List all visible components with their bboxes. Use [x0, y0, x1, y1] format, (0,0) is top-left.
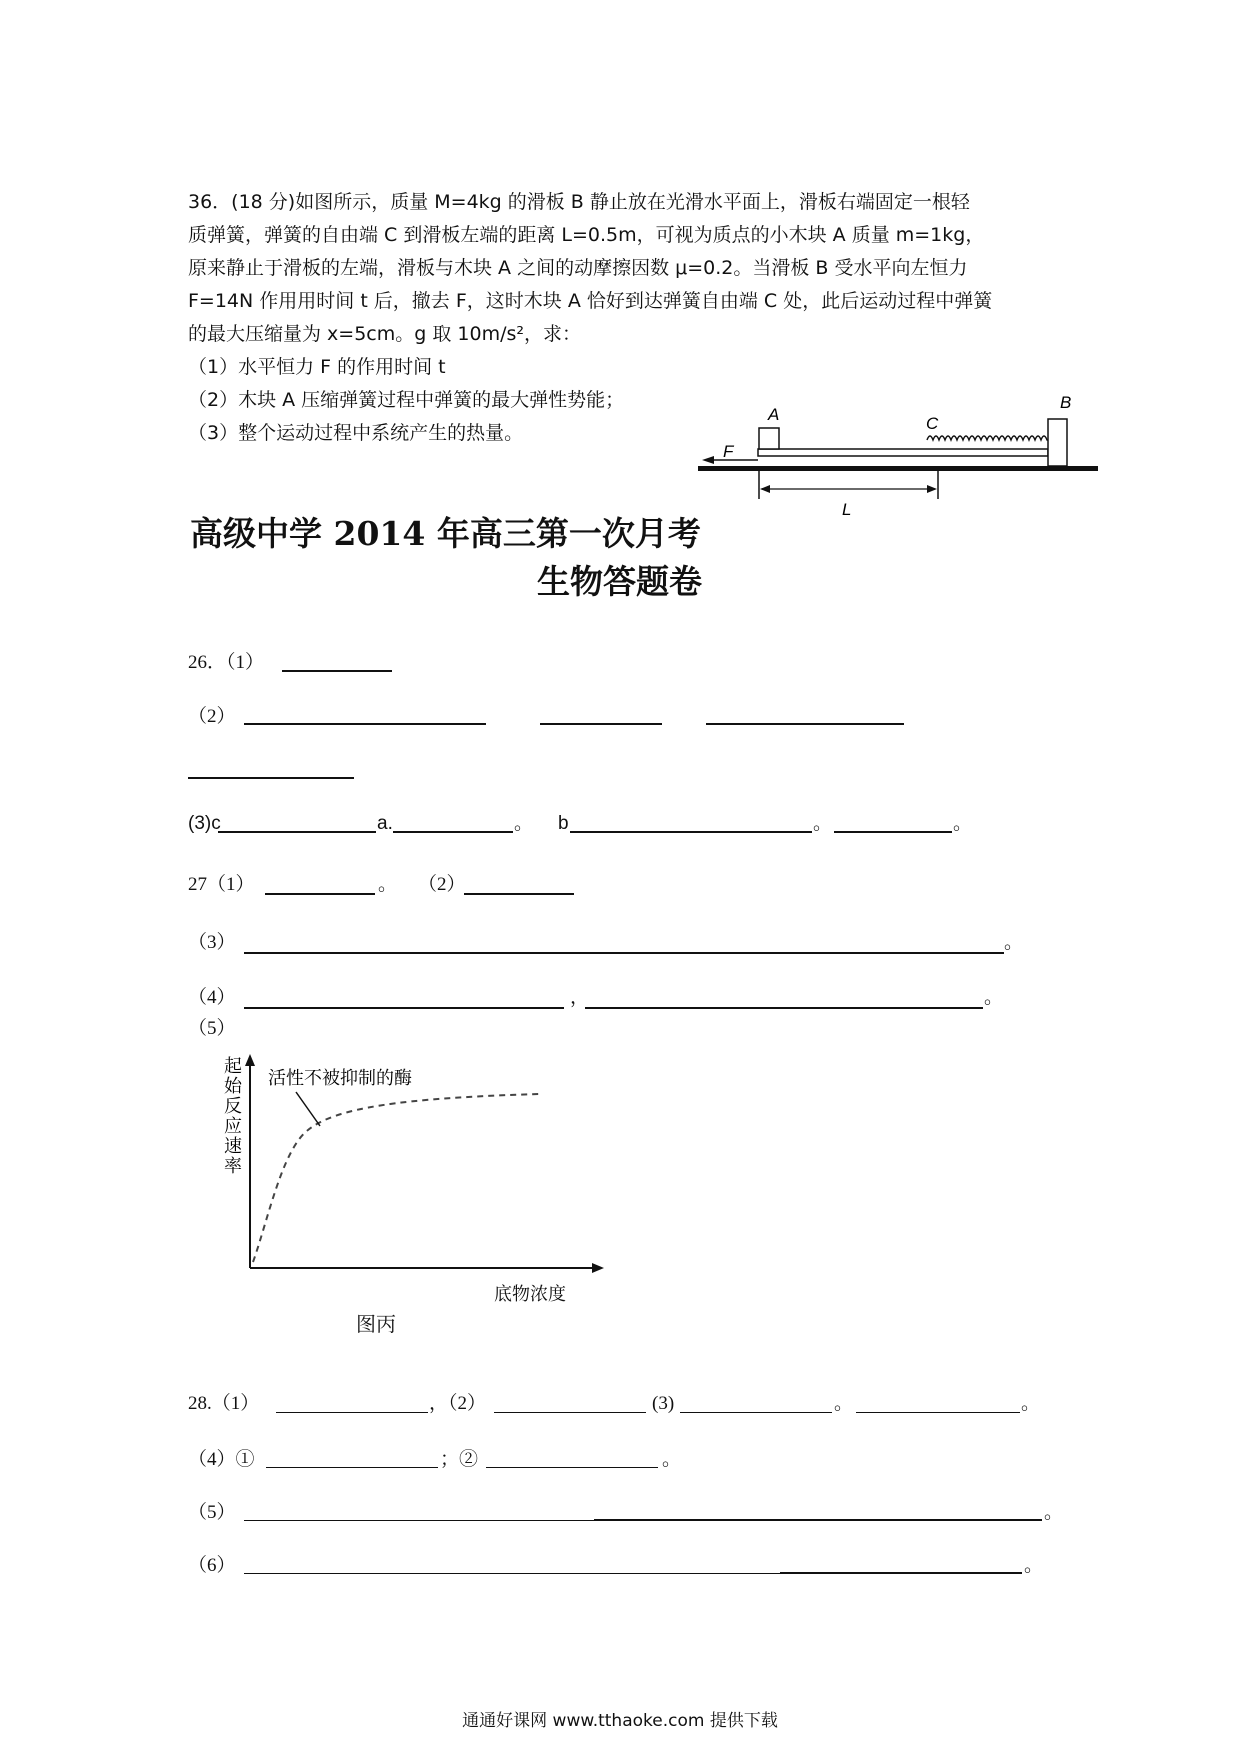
- enzyme-rate-graph: [220, 1050, 620, 1280]
- answer-blank[interactable]: [486, 1467, 658, 1468]
- y-axis-label-char: 起: [224, 1056, 242, 1076]
- q28-part1-label: 28.（1）: [188, 1393, 260, 1414]
- slider-spring-figure: [690, 385, 1110, 525]
- q28-part4-separator: ；②: [440, 1449, 479, 1470]
- q26-part3c-label: (3)c: [188, 813, 221, 834]
- answer-blank[interactable]: [244, 723, 486, 725]
- y-axis-label-char: 始: [224, 1076, 242, 1096]
- answer-blank[interactable]: [494, 1412, 646, 1413]
- y-axis-label-char: 率: [224, 1156, 242, 1176]
- period: 。: [813, 813, 833, 834]
- q28-part4-label: （4）①: [188, 1449, 255, 1470]
- answer-blank[interactable]: [244, 1007, 564, 1009]
- question-3: （3）整个运动过程中系统产生的热量。: [188, 422, 524, 444]
- spring: [927, 436, 1048, 440]
- q27-part1-label: 27（1）: [188, 874, 255, 895]
- period: 。: [834, 1393, 854, 1414]
- period: 。: [953, 813, 973, 834]
- answer-blank[interactable]: [188, 777, 354, 779]
- q26-part1-label: 26．（1）: [188, 652, 265, 673]
- answer-blank[interactable]: [464, 893, 574, 895]
- answer-blank[interactable]: [780, 1572, 1022, 1574]
- period: 。: [1044, 1502, 1064, 1523]
- period: 。: [1021, 1393, 1041, 1414]
- problem-36-line: 36．(18 分)如图所示，质量 M=4kg 的滑板 B 静止放在光滑水平面上，滑板右端固定一根轻: [188, 191, 970, 213]
- force-arrowhead: [702, 456, 714, 464]
- answer-blank[interactable]: [244, 1520, 594, 1521]
- q26-part2-label: （2）: [188, 706, 236, 727]
- q28-part6-label: （6）: [188, 1555, 236, 1576]
- label-f: F: [723, 442, 734, 461]
- answer-blank[interactable]: [834, 831, 952, 833]
- answer-blank[interactable]: [856, 1412, 1020, 1413]
- q27-part2-label: （2）: [418, 874, 466, 895]
- answer-blank[interactable]: [393, 831, 513, 833]
- block-a: [759, 428, 779, 449]
- question-1: （1）水平恒力 F 的作用时间 t: [188, 356, 446, 378]
- slider-plate: [758, 449, 1048, 456]
- q28-part5-label: （5）: [188, 1502, 236, 1523]
- answer-blank[interactable]: [218, 831, 376, 833]
- answer-blank[interactable]: [244, 952, 1004, 954]
- comma: ，: [570, 987, 590, 1008]
- enzyme-curve: [253, 1094, 540, 1262]
- question-2: （2）木块 A 压缩弹簧过程中弹簧的最大弹性势能；: [188, 389, 625, 411]
- q28-part3-label: (3): [652, 1393, 675, 1414]
- answer-blank[interactable]: [265, 893, 375, 895]
- dimension-arrowhead-right: [927, 485, 937, 493]
- period: 。: [378, 874, 398, 895]
- problem-36-line: F=14N 作用用时间 t 后，撤去 F，这时木块 A 恰好到达弹簧自由端 C 处，此后运动过程中弹簧: [188, 290, 993, 312]
- y-axis-label: [224, 1056, 243, 1176]
- answer-blank[interactable]: [540, 723, 662, 725]
- ground-surface: [698, 466, 1098, 471]
- answer-blank[interactable]: [570, 831, 812, 833]
- problem-36-line: 原来静止于滑板的左端，滑板与木块 A 之间的动摩擦因数 μ=0.2。当滑板 B 受水平向左恒力: [188, 257, 968, 279]
- block-b: [1048, 419, 1067, 466]
- period: 。: [662, 1449, 682, 1470]
- period: 。: [1024, 1555, 1044, 1576]
- y-axis-label-char: 速: [224, 1136, 242, 1156]
- page-subtitle: 生物答题卷: [537, 562, 702, 601]
- label-b: B: [1060, 393, 1072, 412]
- answer-blank[interactable]: [266, 1467, 438, 1468]
- period: 。: [984, 987, 1004, 1008]
- q27-part3-label: （3）: [188, 932, 236, 953]
- answer-blank[interactable]: [282, 670, 392, 672]
- period: 。: [514, 813, 534, 834]
- curve-label: 活性不被抑制的酶: [268, 1068, 412, 1088]
- label-l: L: [842, 500, 852, 519]
- answer-blank[interactable]: [706, 723, 904, 725]
- dimension-arrowhead-left: [760, 485, 770, 493]
- answer-blank[interactable]: [680, 1412, 832, 1413]
- page-title: 高级中学 2014 年高三第一次月考: [190, 514, 701, 553]
- answer-blank[interactable]: [276, 1412, 428, 1413]
- x-axis-label: 底物浓度: [494, 1284, 566, 1304]
- x-axis-arrowhead: [592, 1263, 604, 1273]
- answer-blank[interactable]: [594, 1519, 1042, 1521]
- q26-part3a-label: a.: [377, 813, 393, 834]
- period: 。: [1004, 932, 1024, 953]
- problem-36-line: 的最大压缩量为 x=5cm。g 取 10m/s²，求：: [188, 323, 581, 345]
- footer-source: 通通好课网 www.tthaoke.com 提供下载: [462, 1711, 778, 1731]
- curve-label-pointer: [296, 1092, 320, 1126]
- q27-part5-label: （5）: [188, 1018, 236, 1039]
- y-axis-label-char: 反: [224, 1096, 242, 1116]
- y-axis-label-char: 应: [224, 1116, 242, 1136]
- label-c: C: [926, 414, 939, 433]
- q26-part3b-label: b: [558, 813, 569, 834]
- q27-part4-label: （4）: [188, 987, 236, 1008]
- answer-blank[interactable]: [585, 1007, 983, 1009]
- graph-caption: 图丙: [356, 1314, 396, 1336]
- y-axis-arrowhead: [245, 1054, 255, 1066]
- answer-blank[interactable]: [244, 1573, 780, 1574]
- label-a: A: [768, 405, 780, 424]
- problem-36-line: 质弹簧，弹簧的自由端 C 到滑板左端的距离 L=0.5m，可视为质点的小木块 A 质量 m=1kg，: [188, 224, 985, 246]
- q28-part2-label: ，（2）: [429, 1393, 487, 1414]
